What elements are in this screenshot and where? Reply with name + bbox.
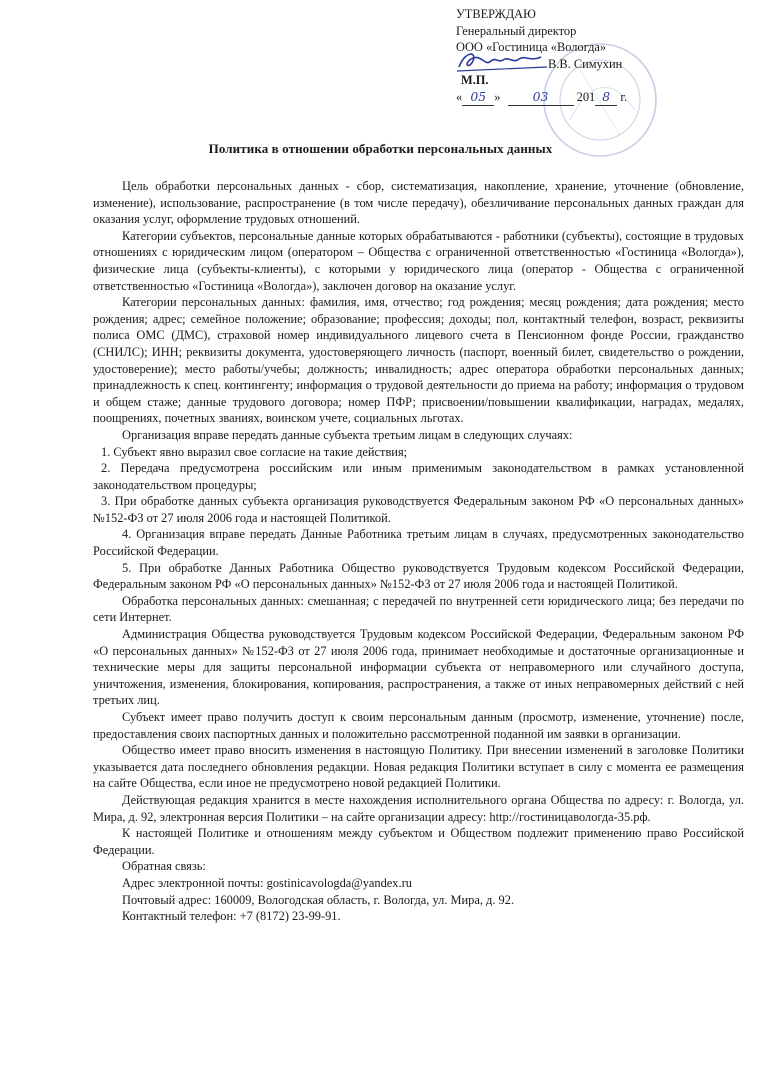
signer-name: В.В. Симухин: [548, 56, 623, 71]
paragraph: Общество имеет право вносить изменения в настоящую Политику. При внесении изменений в заголовке Политики указывается дата последнего обновления редакции. Новая редакция Политики вступает в силу с момента ее размещения на сайте Общества, если иное не предусмотрено новой редакцией Политики.: [93, 743, 744, 791]
list-item: 4. Организация вправе передать Данные Работника третьим лицам в случаях, предусмотренных законодательство Российской Федерации.: [93, 527, 744, 559]
approval-heading: УТВЕРЖДАЮ: [456, 7, 536, 21]
contact-postal-address: Почтовый адрес: 160009, Вологодская область, г. Вологда, ул. Мира, д. 92.: [122, 892, 515, 907]
document-title: Политика в отношении обработки персональных данных: [208, 141, 553, 156]
date-year-digit: 8: [595, 89, 617, 107]
list-item: 3. При обработке данных субъекта организация руководствуется Федеральным законом РФ «О персональных данных» №152-ФЗ от 27 июля 2006 года и настоящей Политикой.: [93, 494, 744, 525]
date-open-quote: «: [456, 89, 463, 104]
list-item: 1. Субъект явно выразил свое согласие на такие действия;: [101, 444, 408, 459]
signature-line: [456, 56, 746, 73]
list-item: 5. При обработке Данных Работника Общество руководствуется Трудовым кодексом Российской Федерации, Федеральным законом РФ «О персональных данных» №152-ФЗ от 27 июля 2006 года и настоящей Политикой.: [93, 560, 744, 592]
approval-position: Генеральный директор: [456, 23, 577, 38]
date-year-prefix: 201: [576, 89, 596, 104]
contact-phone: Контактный телефон: +7 (8172) 23-99-91.: [122, 909, 341, 924]
date-month: 03: [508, 89, 574, 107]
paragraph: Категории персональных данных: фамилия, имя, отчество; год рождения; месяц рождения; дата рождения; место рождения; адрес; семейное положение; образование; профессия; доходы; пол, контактный телефон, возраст, реквизиты полиса ОМС (ДМС), страховой номер индивидуального лицевого счета в Пенсионном фонде России, гражданство (СНИЛС); ИНН; реквизиты документа, удостоверяющего личность (паспорт, военный билет, свидетельство о рождении, удостоверение); место работы/учебы; должность; инвалидность; адрес оператора обработки персональных данных; принадлежность к спец. контингенту; информация о трудовой деятельности до приема на работу; информация о трудовом и общем стаже; данные трудового договора; номер ПФР; присвоении/повышении квалификации, наградах, медалях, поощрениях, почетных званиях, воинском учете, социальных льготах.: [93, 295, 744, 426]
contact-email: Адрес электронной почты: gostinicavologda@yandex.ru: [122, 875, 412, 890]
paragraph: К настоящей Политике и отношениям между субъектом и Обществом подлежит применению право Российской Федерации.: [93, 826, 744, 857]
paragraph: Цель обработки персональных данных - сбор, систематизация, накопление, хранение, уточнение (обновление, изменение), использование, распространение (в том числе передачу), обезличивание персональных данных граждан для оказания услуг, оформление трудовых отношений.: [93, 179, 744, 227]
paragraph: Обработка персональных данных: смешанная; с передачей по внутренней сети юридического лица; без передачи по сети Интернет.: [93, 593, 744, 625]
approval-company: ООО «Гостиница «Вологда»: [456, 40, 607, 54]
approval-block: [456, 6, 746, 105]
paragraph: Администрация Общества руководствуется Трудовым кодексом Российской Федерации, Федеральным законом РФ «О персональных данных» №152-ФЗ от 27 июля 2006 года, принимает необходимые и достаточные организационные и технические меры для защиты персональной информации субъекта от неправомерного или случайного доступа, уничтожения, изменения, блокирования, копирования, распространения, а также от иных неправомерных действий с ней третьих лиц.: [93, 627, 744, 708]
list-item: 2. Передача предусмотрена российским или иным применимым законодательством в рамках установленной законодательством процедуры;: [93, 461, 744, 492]
approval-date: [456, 89, 746, 106]
date-suffix: г.: [620, 89, 628, 104]
document-body: [93, 178, 744, 925]
contact-section: [93, 858, 744, 924]
seal-place-label: М.П.: [461, 73, 489, 87]
date-day: 05: [462, 89, 494, 107]
paragraph: Организация вправе передать данные субъекта третьим лицам в следующих случаях:: [122, 427, 573, 442]
contact-heading: Обратная связь:: [122, 859, 206, 874]
paragraph: Субъект имеет право получить доступ к своим персональным данным (просмотр, изменение, уточнение) после, предоставления своих паспортных данных и положительно рассмотренной поданной им заявки в организации.: [93, 710, 744, 741]
date-close-quote: »: [494, 89, 501, 104]
paragraph: Действующая редакция хранится в месте нахождения исполнительного органа Общества по адресу: г. Вологда, ул. Мира, д. 92, электронная версия Политики – на сайте организации адресу: http://гостиницавологда-35.рф.: [93, 792, 744, 824]
paragraph: Категории субъектов, персональные данные которых обрабатываются - работники (субъекты), состоящие в трудовых отношениях с юридическим лицом (оператором – Общества с ограниченной ответственностью «Гостиница «Вологда»), физические лица (субъекты-клиенты), с которыми у юридического лица (оператор - Общества с ограниченной ответственностью «Гостиница «Вологда»), заключен договор на оказание услуг.: [93, 228, 744, 293]
